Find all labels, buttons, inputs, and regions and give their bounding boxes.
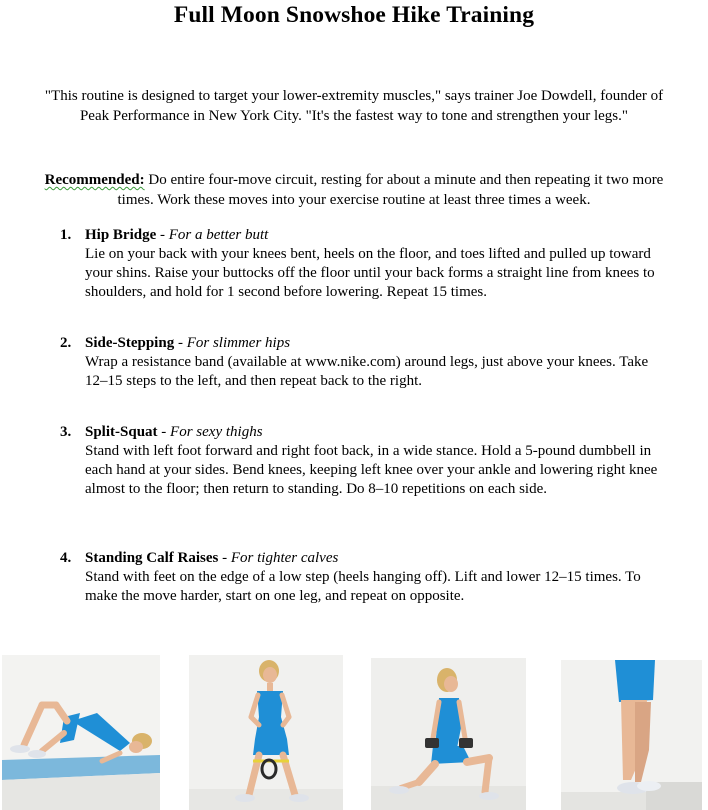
move-hip-bridge: 1. Hip Bridge - For a better butt Lie on your back with your knees bent, heels on the floor, and toes lifted and pulled up toward your shins. Raise your buttocks off the floor until your back forms a straight line from knees to shoulders, and hold for 1 second before lowering. Repeat 15 times. [60,226,660,306]
move-name: Split-Squat [85,424,158,440]
move-number: 4. [60,550,72,566]
move-split-squat: 3. Split-Squat - For sexy thighs Stand with left foot forward and right foot back, in a wide stance. Hold a 5-pound dumbbell in each hand at your sides. Bend knees, keeping left knee over your ankle and lowering right knee almost to the floor; then return to standing. Do 8–10 repetitions on each side. [60,423,660,523]
move-number: 1. [60,227,72,243]
recommendation [30,170,678,210]
split-squat-photo [371,658,526,810]
intro-quote: "This routine is designed to target your lower-extremity muscles," says trainer Joe Dowdell, founder of Peak Performance in New York City. "It's the fastest way to tone and strengthen your legs." [44,88,664,124]
page-title: Full Moon Snowshoe Hike Training [173,2,535,28]
move-benefit: For sexy thighs [170,424,263,440]
hip-bridge-photo [2,655,160,810]
move-name: Standing Calf Raises [85,550,219,566]
move-benefit: For slimmer hips [186,335,291,351]
recommended-text: Do entire four-move circuit, resting for about a minute and then repeating it two more times. Work these moves into your exercise routine at least three times a week. [117,172,664,208]
move-benefit: For a better butt [168,227,269,243]
move-description: Stand with feet on the edge of a low step (heels hanging off). Lift and lower 12–15 times. To make the move harder, start on one leg, and repeat on opposite. [85,569,641,604]
move-description: Lie on your back with your knees bent, heels on the floor, and toes lifted and pulled up toward your shins. Raise your buttocks off the floor until your back forms a straight line from knees to shoulders, and hold for 1 second before lowering. Repeat 15 times. [85,246,655,300]
move-side-stepping: 2. Side-Stepping - For slimmer hips Wrap a resistance band (available at www.nike.com) around legs, just above your knees. Take 12–15 steps to the left, and then repeat back to the right. [60,334,660,394]
move-description: Stand with left foot forward and right foot back, in a wide stance. Hold a 5-pound dumbbell in each hand at your sides. Bend knees, keeping left knee over your ankle and lowering right knee almost to the floor; then return to standing. Do 8–10 repetitions on each side. [85,443,658,497]
move-name: Hip Bridge [85,227,157,243]
move-name: Side-Stepping [85,335,175,351]
move-description: Wrap a resistance band (available at www.nike.com) around legs, just above your knees. Take 12–15 steps to the left, and then repeat back to the right. [85,354,649,389]
move-number: 3. [60,424,72,440]
calf-raises-photo [561,660,702,810]
move-standing-calf-raises: 4. Standing Calf Raises - For tighter calves Stand with feet on the edge of a low step (heels hanging off). Lift and lower 12–15 times. To make the move harder, start on one leg, and repeat on opposite. [60,549,660,609]
side-stepping-photo [189,655,343,810]
recommended-label: Recommended: [44,172,145,188]
move-number: 2. [60,335,72,351]
move-benefit: For tighter calves [230,550,339,566]
